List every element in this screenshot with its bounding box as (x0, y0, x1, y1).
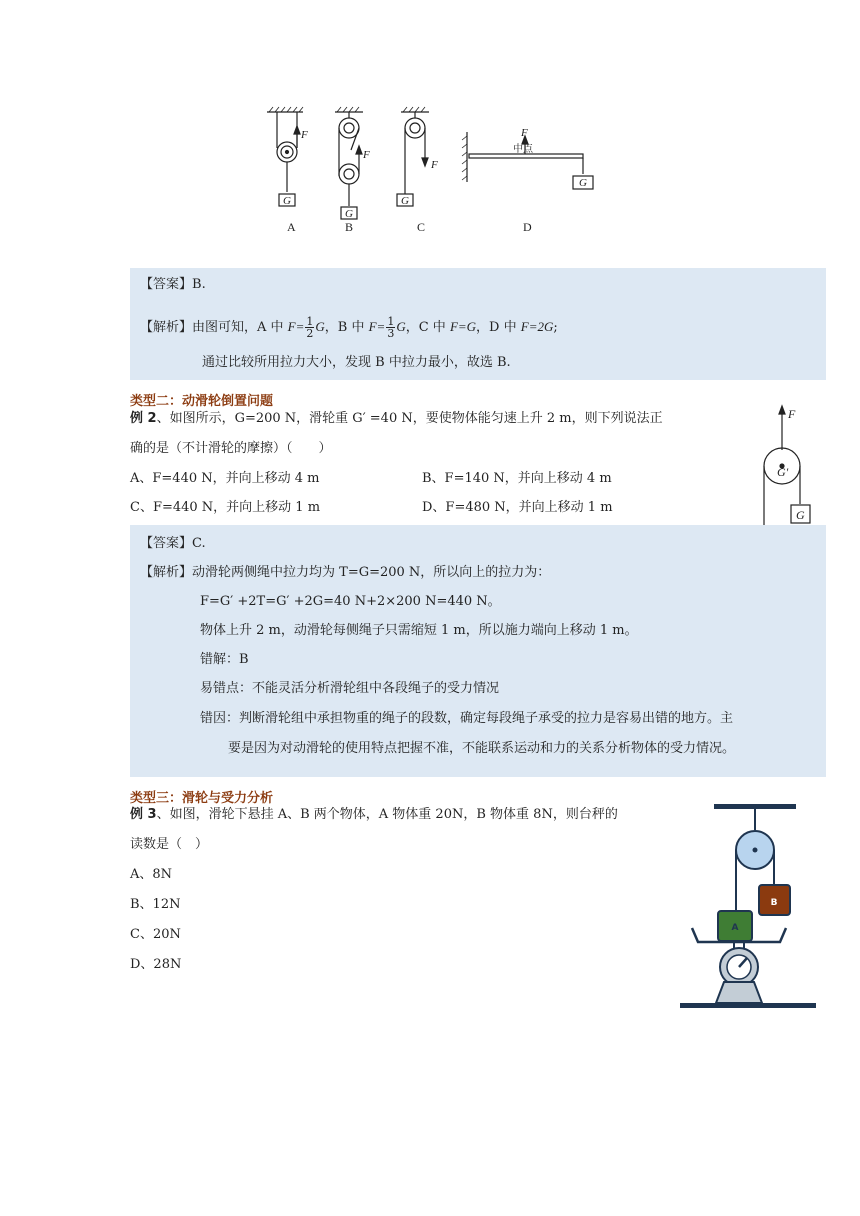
option-2b: B、F=140 N，并向上移动 4 m (422, 471, 612, 486)
force-label-a: F (301, 129, 308, 141)
analysis-label: 【解析】 (140, 320, 193, 335)
example-3-label: 例 3 (130, 807, 157, 822)
section-3-heading: 类型三：滑轮与受力分析 (130, 791, 274, 806)
formula-c: F=G (449, 319, 477, 334)
analysis-text-b: ，B 中 (324, 320, 369, 335)
analysis-2-line-7: 要是因为对动滑轮的使用特点把握不准，不能联系运动和力的关系分析物体的受力情况。 (228, 741, 736, 756)
formula-d: F=2G (520, 319, 554, 334)
force-label: F (788, 407, 796, 421)
answer-value: C. (192, 536, 206, 551)
answer-value: B. (192, 277, 206, 292)
analysis-end: ; (553, 320, 558, 335)
answer-panel-2 (130, 525, 826, 777)
example-2-question-line-1 (130, 410, 663, 428)
formula-b: F= (368, 319, 386, 334)
analysis-label: 【解析】 (140, 565, 193, 580)
analysis-2-line-3: 物体上升 2 m，动滑轮每侧绳子只需缩短 1 m，所以施力端向上移动 1 m。 (200, 623, 638, 638)
fraction-a: $\frac{1}{2}$ (306, 315, 314, 340)
force-label-d: F (521, 127, 528, 139)
midpoint-label: 中点 (513, 144, 533, 155)
analysis-2-line-6: 错因：判断滑轮组中承担物重的绳子的段数，确定每段绳子承受的拉力是容易出错的地方。主 (200, 711, 734, 726)
force-label-b: F (363, 149, 370, 161)
pulley-scale-figure (676, 800, 820, 1012)
analysis-2-line-2: F=G′ +2T=G′ +2G=40 N+2×200 N=440 N。 (200, 594, 501, 609)
example-2-text: 、如图所示，G=200 N，滑轮重 G′ =40 N，要使物体能匀速上升 2 m，则下列说法正 (156, 411, 663, 426)
answer-1-line (140, 276, 206, 294)
answer-2-line (140, 535, 206, 553)
figure-label-c: C (417, 220, 426, 234)
option-2c: C、F=440 N，并向上移动 1 m (130, 500, 321, 515)
analysis-text: 由图可知，A 中 (192, 320, 288, 335)
option-2d: D、F=480 N，并向上移动 1 m (422, 500, 613, 515)
weight-label-b: G (345, 208, 353, 220)
option-3d: D、28N (130, 957, 182, 972)
example-2-question-line-2: 确的是（不计滑轮的摩擦）（ ） (130, 441, 332, 456)
weight-label-a: G (283, 195, 291, 207)
block-a-label: A (731, 923, 739, 933)
formula-a: F= (287, 319, 305, 334)
weight-label: G (796, 508, 805, 522)
analysis-2-line-1 (140, 564, 550, 582)
analysis-text-d: ，D 中 (476, 320, 521, 335)
option-3c: C、20N (130, 927, 181, 942)
analysis-text-c: ，C 中 (405, 320, 450, 335)
option-3b: B、12N (130, 897, 181, 912)
figure-label-a: A (287, 220, 296, 234)
analysis-1-conclusion: 通过比较所用拉力大小，发现 B 中拉力最小，故选 B. (202, 355, 511, 370)
pulley-weight-label: G′ (777, 465, 789, 479)
answer-label: 【答案】 (140, 277, 193, 292)
analysis-2-line-4: 错解：B (200, 652, 249, 667)
answer-label: 【答案】 (140, 536, 193, 551)
figure-label-b: B (345, 220, 354, 234)
formula-b-g: G (396, 319, 406, 334)
example-3-question-line-1 (130, 806, 618, 824)
analysis-text: 动滑轮两侧绳中拉力均为 T=G=200 N，所以向上的拉力为： (192, 565, 551, 580)
answer-panel-1 (130, 268, 826, 380)
formula-a-g: G (315, 319, 325, 334)
fraction-b: $\frac{1}{3}$ (387, 315, 395, 340)
option-2a: A、F=440 N，并向上移动 4 m (130, 471, 320, 486)
example-3-text: 、如图，滑轮下悬挂 A、B 两个物体，A 物体重 20N，B 物体重 8N，则台秤的 (156, 807, 618, 822)
weight-label-d: G (579, 177, 587, 189)
analysis-1-line (140, 314, 558, 341)
example-2-label: 例 2 (130, 411, 157, 426)
pulley-comparison-figure (255, 100, 615, 240)
example-3-question-line-2: 读数是（ ） (130, 837, 209, 852)
force-label-c: F (431, 159, 438, 171)
section-2-heading: 类型二：动滑轮倒置问题 (130, 394, 274, 409)
analysis-2-line-5: 易错点：不能灵活分析滑轮组中各段绳子的受力情况 (200, 681, 500, 696)
option-3a: A、8N (130, 867, 173, 882)
weight-label-c: G (401, 195, 409, 207)
figure-label-d: D (523, 220, 532, 234)
block-b-label: B (770, 898, 778, 908)
